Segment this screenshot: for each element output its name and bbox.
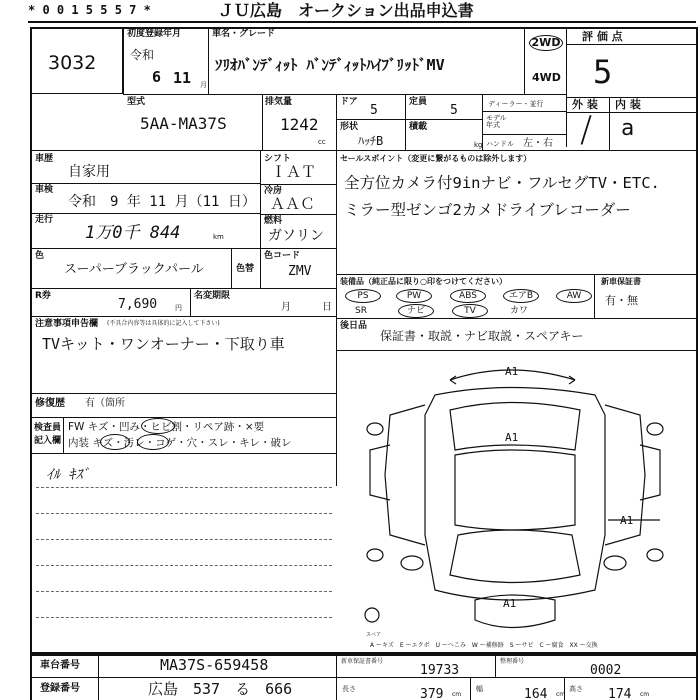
sales-points-line1: 全方位カメラ付9inナビ・フルセグTV・ETC. <box>344 174 660 192</box>
equip-navi: ナビ <box>398 304 434 318</box>
model-label: 車名・グレード <box>212 29 276 39</box>
exterior-value: / <box>580 109 593 150</box>
drive-2wd: 2WD <box>529 35 563 51</box>
damage-mark-3: A1 <box>620 514 634 527</box>
recycle-value: 7,690 <box>118 297 158 312</box>
length-label: 長さ <box>342 685 356 693</box>
sales-points-label: セールスポイント（変更に繋がるものは除外します） <box>340 154 532 163</box>
height-value: 174 <box>608 687 632 700</box>
serial-number: * 0 0 1 5 5 5 7 * <box>28 3 151 17</box>
car-damage-diagram <box>340 355 696 645</box>
fuel-label: 燃料 <box>264 216 283 226</box>
ac-label: 冷房 <box>264 186 283 196</box>
inspector-label2: 記入欄 <box>34 436 62 446</box>
body-shape-label: 形状 <box>340 122 359 132</box>
first-registration-era: 令和 <box>130 48 155 62</box>
model-value: ｿﾘｵﾊﾞﾝﾃﾞｨｯﾄ ﾊﾞﾝﾃﾞｨｯﾄﾊｲﾌﾞﾘｯﾄﾞMV <box>215 56 445 74</box>
equip-airbag: エアB <box>503 289 539 303</box>
equip-tv: TV <box>452 304 488 318</box>
displacement-label: 排気量 <box>265 97 293 107</box>
inspector-row2: 内装 キズ・汚レ・コゲ・穴・スレ・キレ・破レ <box>68 437 292 449</box>
plate-label: 登録番号 <box>40 683 80 694</box>
interior-label: 内 装 <box>615 98 641 111</box>
displacement-value: 1242 <box>280 115 319 134</box>
length-value: 379 <box>420 687 444 700</box>
first-registration-month: 11 <box>173 69 192 87</box>
spare-label: スペア <box>366 632 382 638</box>
body-shape-value: ﾊｯﾁB <box>358 134 384 148</box>
steering-value: 左・右 <box>523 138 553 149</box>
model-year-label: モデル年式 <box>486 114 507 129</box>
plate-value: 広島 537 る 666 <box>148 680 293 698</box>
displacement-unit: cc <box>318 138 326 146</box>
recycle-label: R券 <box>35 291 51 301</box>
first-registration-month-unit: 月 <box>200 81 207 89</box>
mileage-unit: km <box>213 233 224 241</box>
type-code-label: 型式 <box>127 97 146 107</box>
mark-circle-scratch <box>100 434 130 450</box>
interior-value: a <box>621 116 635 141</box>
shift-label: シフト <box>264 154 292 164</box>
chassis-value: MA37S-659458 <box>160 656 269 674</box>
damage-legend: A ーキズ E ーエクボ U ーへこみ W ー補修跡 S ーサビ C ー腐食 XX ー交換 <box>370 642 598 649</box>
notes-label: 注意事項申告欄 <box>35 319 99 329</box>
page-title: ＪＵ広島 オークション出品申込書 <box>218 1 474 20</box>
repair-label: 修復歴 <box>35 398 65 409</box>
notes-value: TVキット・ワンオーナー・下取り車 <box>42 335 285 353</box>
chassis-label: 車台番号 <box>40 660 80 671</box>
usage-value: 自家用 <box>68 164 110 180</box>
equip-aw: AW <box>556 289 592 303</box>
equip-abs: ABS <box>450 289 486 303</box>
equip-pw: PW <box>396 289 432 303</box>
capacity-value: 5 <box>450 103 458 118</box>
inspector-label1: 検査員 <box>34 423 62 433</box>
documents-label: 後日品 <box>340 321 368 331</box>
capacity-label: 定員 <box>409 97 428 107</box>
new-car-warranty-label: 新車保証書 <box>601 277 641 286</box>
steering-label: ハンドル <box>486 140 514 148</box>
mark-circle-dirt <box>137 434 169 450</box>
inspector-note: ｲﾙ ｷｽﾞ <box>46 467 90 483</box>
grade-value: 5 <box>593 53 613 91</box>
lot-number: 3032 <box>48 52 97 74</box>
first-registration-year: 6 <box>152 68 162 86</box>
color-label: 色 <box>35 251 45 261</box>
width-value: 164 <box>524 687 548 700</box>
warranty-number-label: 新車保証書番号 <box>341 658 384 665</box>
doors-label: ドア <box>340 97 358 107</box>
color-code-label: 色コード <box>264 251 301 261</box>
inspector-row1: FW キズ・凹み・ヒビ割・リペア跡・×要 <box>68 421 265 433</box>
inspection-value: 令和 9 年 11 月（11 日） <box>68 194 256 210</box>
dealer-label: ディーラー・並行 <box>488 100 544 108</box>
damage-mark-1: A1 <box>505 365 519 378</box>
ref-number-label: 整理番号 <box>500 658 525 665</box>
header-rule <box>28 21 696 23</box>
first-registration-label: 初度登録年月 <box>127 29 182 39</box>
load-unit: kg <box>474 141 483 149</box>
length-unit: cm <box>452 691 462 698</box>
mileage-value: 1万0千 844 <box>85 223 181 243</box>
new-car-warranty-value: 有・無 <box>605 294 638 307</box>
notes-sublabel: (不具合内容等は具体的に記入して下さい) <box>107 320 220 327</box>
damage-mark-4: A1 <box>503 597 517 610</box>
type-code-value: 5AA-MA37S <box>140 114 227 133</box>
damage-mark-2: A1 <box>505 431 519 444</box>
height-label: 高さ <box>569 685 583 693</box>
fuel-value: ガソリン <box>268 228 324 244</box>
grade-label: 評 価 点 <box>582 30 623 43</box>
equip-leather: カワ <box>510 306 529 316</box>
color-value: スーパーブラックパール <box>64 262 204 277</box>
mileage-label: 走行 <box>35 215 54 225</box>
usage-label: 車歴 <box>35 154 54 164</box>
recycle-unit: 円 <box>175 304 182 312</box>
warranty-number-value: 19733 <box>420 663 460 678</box>
doors-value: 5 <box>370 103 378 118</box>
ref-number-value: 0002 <box>590 663 622 678</box>
shift-value: ＩＡＴ <box>271 163 317 181</box>
load-label: 積載 <box>409 122 428 132</box>
mark-circle-dent <box>141 418 175 434</box>
sales-points-line2: ミラー型ゼンゴ2カメドライブレコーダー <box>344 201 631 219</box>
name-change-day: 日 <box>322 302 332 313</box>
name-change-label: 名変期限 <box>194 291 231 301</box>
inspection-label: 車検 <box>35 185 54 195</box>
equip-ps: PS <box>345 289 381 303</box>
equip-sr: SR <box>355 306 367 316</box>
width-unit: cm <box>556 691 566 698</box>
name-change-month: 月 <box>281 302 291 313</box>
repair-value: 有（箇所 <box>85 398 125 409</box>
documents-value: 保証書・取説・ナビ取説・スペアキー <box>380 329 584 343</box>
drive-4wd: 4WD <box>532 71 561 84</box>
exterior-label: 外 装 <box>572 98 598 111</box>
ac-value: ＡＡＣ <box>270 195 316 213</box>
width-label: 幅 <box>476 685 483 693</box>
color-change-label: 色替 <box>236 264 255 274</box>
height-unit: cm <box>640 691 650 698</box>
equipment-label: 装備品（純正品に限り○印をつけてください） <box>340 277 507 286</box>
color-code-value: ZMV <box>288 264 312 279</box>
